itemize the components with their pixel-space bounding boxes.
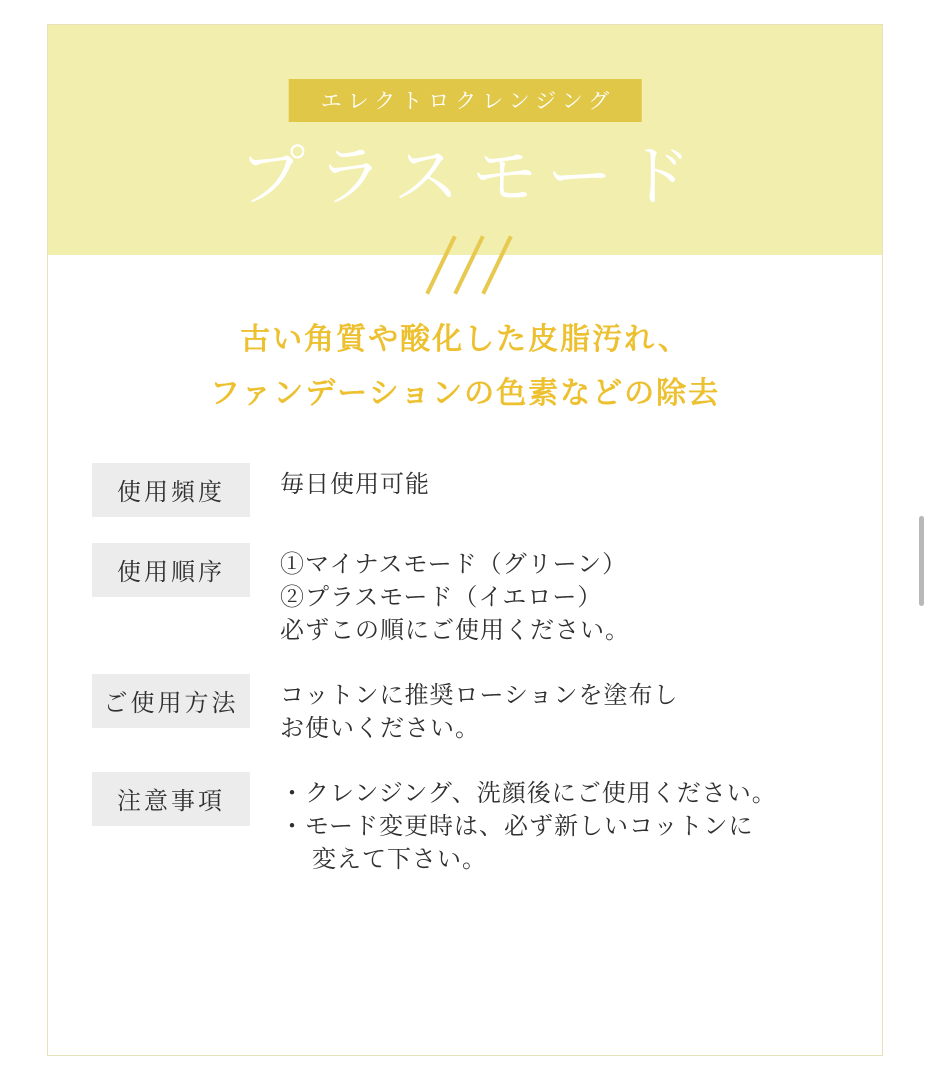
spec-value-line: お使いください。 xyxy=(280,716,480,742)
spec-value xyxy=(250,674,852,746)
spec-value-line: コットンに推奨ローションを塗布し xyxy=(280,683,679,709)
spec-value xyxy=(250,772,852,877)
spec-row xyxy=(92,674,852,746)
eyebrow-label: エレクトロクレンジング xyxy=(289,79,642,122)
spec-value-line: ・クレンジング、洗顔後にご使用ください。 xyxy=(280,781,777,807)
spec-label: 使用順序 xyxy=(92,543,250,597)
spec-value-line: ①マイナスモード（グリーン） xyxy=(280,552,628,578)
vertical-scrollbar[interactable] xyxy=(919,516,924,606)
page-title: プラスモード xyxy=(239,141,703,214)
spec-value-line: ・モード変更時は、必ず新しいコットンに xyxy=(280,814,754,840)
spec-value-line: 必ずこの順にご使用ください。 xyxy=(280,618,630,644)
lead-line-1: 古い角質や酸化した皮脂汚れ、 xyxy=(240,323,690,356)
lead-line-2: ファンデーションの色素などの除去 xyxy=(209,377,721,410)
spec-row xyxy=(92,543,852,648)
spec-value xyxy=(250,463,852,502)
spec-value-line: ②プラスモード（イエロー） xyxy=(280,585,603,611)
spec-label: 使用頻度 xyxy=(92,463,250,517)
spec-label: 注意事項 xyxy=(92,772,250,826)
product-info-card xyxy=(47,24,883,1056)
spec-value xyxy=(250,543,852,648)
spec-label: ご使用方法 xyxy=(92,674,250,728)
spec-value-line: 変えて下さい。 xyxy=(280,847,487,873)
lead-copy xyxy=(48,313,882,421)
spec-row xyxy=(92,772,852,877)
spec-value-line: 毎日使用可能 xyxy=(280,472,430,498)
spec-list xyxy=(92,463,852,903)
spec-row xyxy=(92,463,852,517)
header-band xyxy=(48,25,882,255)
